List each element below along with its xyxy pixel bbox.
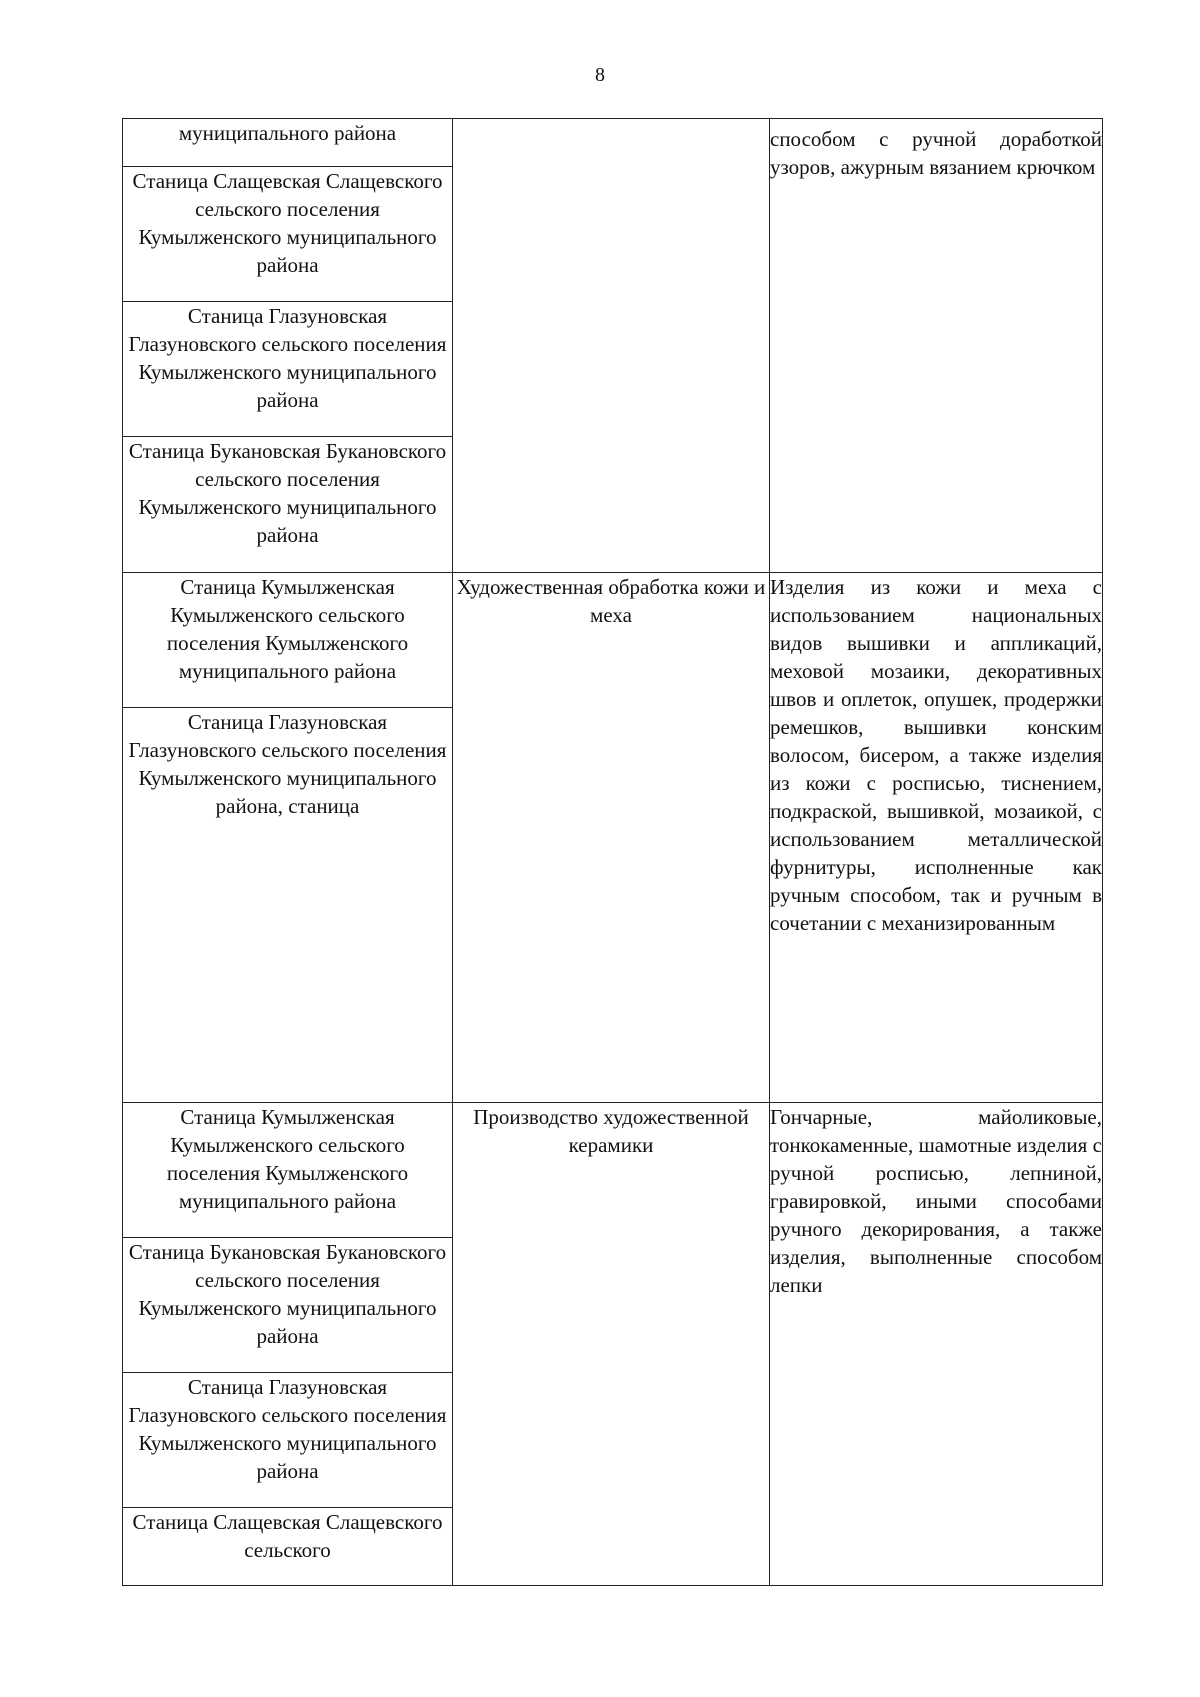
table-row: [123, 573, 1103, 708]
description-cell: Изделия из кожи и меха с использованием национальных видов вышивки и аппликаций, меховой мозаики, декоративных швов и оплеток, опушек, продержки ремешков, вышивки конским волосом, бисером, а также изделия из кожи с росписью, тиснением, подкраской, вышивкой, мозаикой, с использованием металлической фурнитуры, исполненные как ручным способом, так и ручным в сочетании с механизированным: [770, 573, 1103, 1103]
location-cell: Станица Глазуновская Глазуновского сельского поселения Кумылженского муниципального района: [123, 1373, 453, 1508]
location-cell: Станица Слащевская Слащевского сельского: [123, 1508, 453, 1586]
crafts-table: [122, 118, 1103, 1586]
location-cell: Станица Глазуновская Глазуновского сельского поселения Кумылженского муниципального района: [123, 302, 453, 437]
location-cell: Станица Букановская Букановского сельского поселения Кумылженского муниципального района: [123, 1238, 453, 1373]
location-cell: муниципального района: [123, 119, 453, 167]
description-cell: способом с ручной доработкой узоров, ажурным вязанием крючком: [770, 119, 1103, 573]
location-cell: Станица Слащевская Слащевского сельского поселения Кумылженского муниципального района: [123, 167, 453, 302]
location-cell: Станица Букановская Букановского сельского поселения Кумылженского муниципального района: [123, 437, 453, 573]
location-cell: Станица Кумылженская Кумылженского сельского поселения Кумылженского муниципального района: [123, 573, 453, 708]
description-cell: Гончарные, майоликовые, тонкокаменные, шамотные изделия с ручной росписью, лепниной, гравировкой, иными способами ручного декорирования, а также изделия, выполненные способом лепки: [770, 1103, 1103, 1586]
craft-cell: [453, 119, 770, 573]
page-number: 8: [595, 64, 605, 86]
location-cell: Станица Кумылженская Кумылженского сельского поселения Кумылженского муниципального района: [123, 1103, 453, 1238]
table-row: [123, 1103, 1103, 1238]
location-cell: Станица Глазуновская Глазуновского сельского поселения Кумылженского муниципального района, станица: [123, 708, 453, 1103]
craft-cell: Производство художественной керамики: [453, 1103, 770, 1586]
craft-cell: Художественная обработка кожи и меха: [453, 573, 770, 1103]
table-row: [123, 119, 1103, 167]
